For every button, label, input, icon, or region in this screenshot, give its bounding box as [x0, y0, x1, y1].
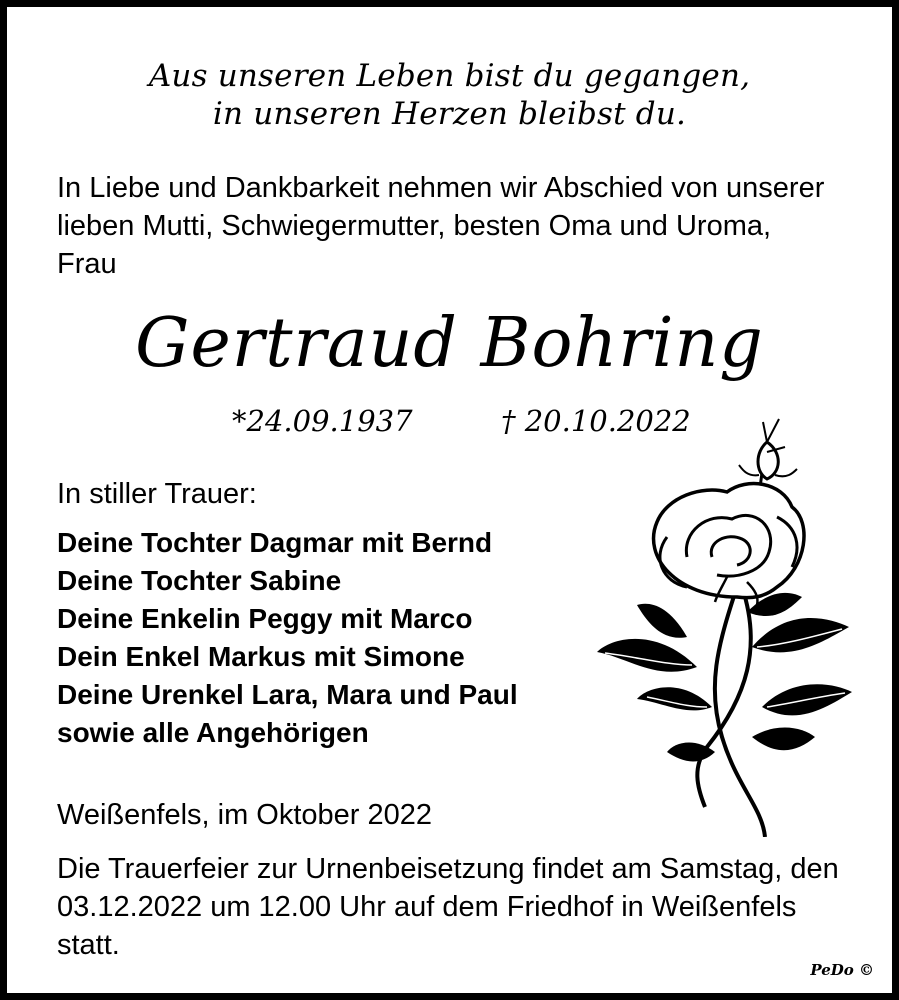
birth-date: *24.09.1937: [232, 404, 413, 438]
mourner-line: Dein Enkel Markus mit Simone: [57, 641, 465, 672]
mourner-line: Deine Urenkel Lara, Mara und Paul: [57, 679, 518, 710]
intro-line-3: Frau: [57, 248, 117, 280]
motto-line-1: Aus unseren Leben bist du gegangen,: [148, 58, 751, 94]
rose-icon: [587, 407, 867, 837]
funeral-line-3: statt.: [57, 929, 120, 961]
intro-line-2: lieben Mutti, Schwiegermutter, besten Oma und Uroma,: [57, 210, 772, 242]
mourner-line: Deine Tochter Sabine: [57, 565, 342, 596]
mourner-line: sowie alle Angehörigen: [57, 717, 369, 748]
mourner-line: Deine Tochter Dagmar mit Bernd: [57, 527, 493, 558]
deceased-name: Gertraud Bohring: [135, 304, 764, 383]
mourner-line: Deine Enkelin Peggy mit Marco: [57, 603, 473, 634]
mourning-label: In stiller Trauer:: [57, 478, 257, 510]
death-date: † 20.10.2022: [501, 404, 691, 438]
artist-signature: PeDo ©: [810, 961, 874, 979]
intro-line-1: In Liebe und Dankbarkeit nehmen wir Abschied von unserer: [57, 172, 825, 204]
motto-line-2: in unseren Herzen bleibst du.: [212, 96, 687, 132]
funeral-line-1: Die Trauerfeier zur Urnenbeisetzung findet am Samstag, den: [57, 853, 839, 885]
place-date: Weißenfels, im Oktober 2022: [57, 799, 433, 831]
funeral-line-2: 03.12.2022 um 12.00 Uhr auf dem Friedhof in Weißenfels: [57, 891, 797, 923]
